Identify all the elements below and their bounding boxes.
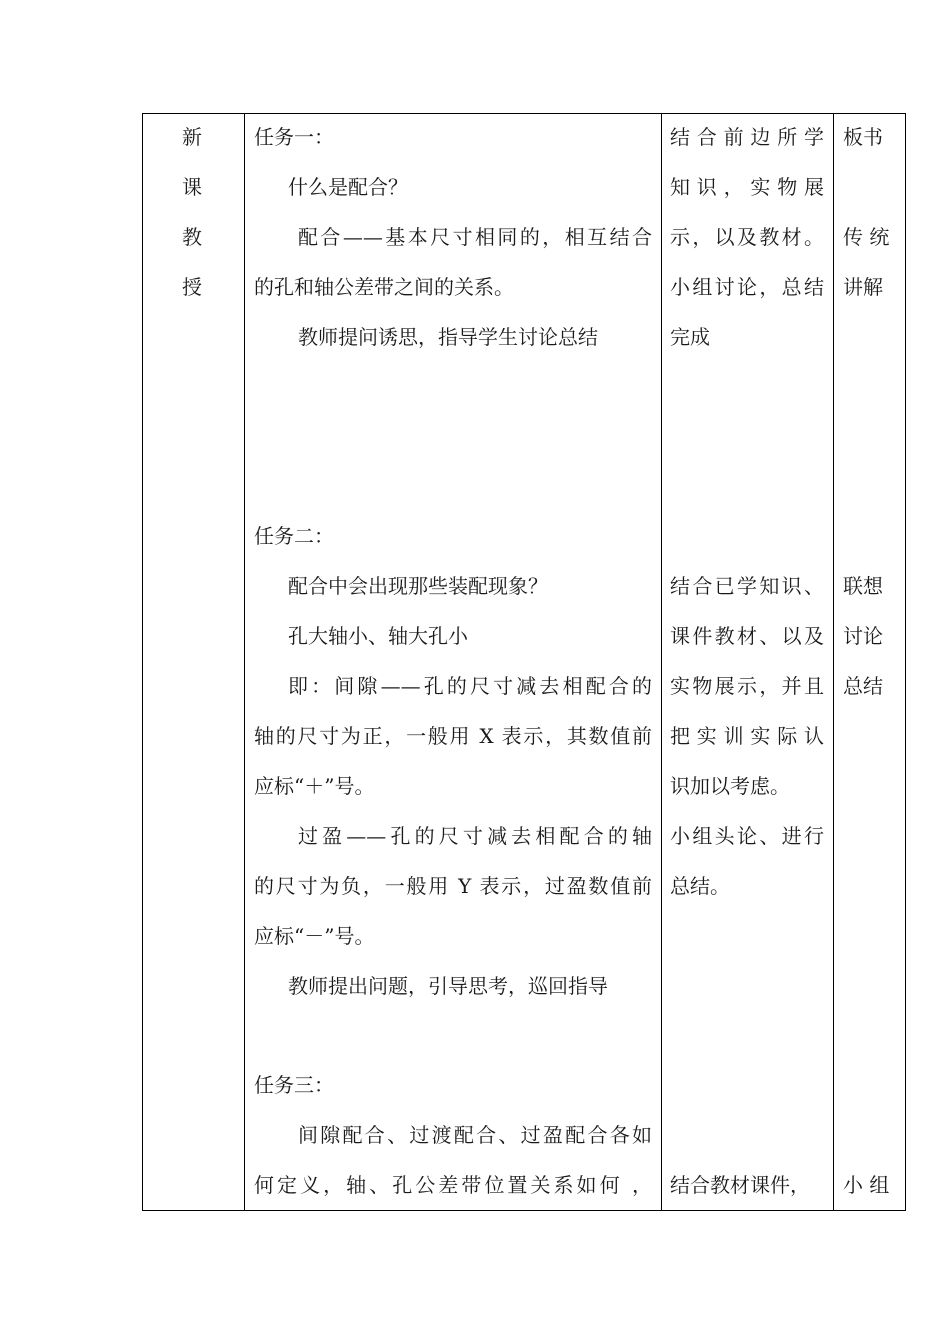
task2-clearance-line: 轴的尺寸为正，一般用 X 表示，其数值前 [254, 724, 652, 748]
method-line: 讲解 [843, 275, 883, 299]
task1-definition-line: 配合——基本尺寸相同的，相互结合 [298, 225, 652, 249]
method-line: 小 组 [843, 1173, 890, 1197]
task2-clearance-line: 即：间隙——孔的尺寸减去相配合的 [288, 674, 652, 698]
activity-line: 知识，实物展 [670, 175, 824, 199]
task2-interference-line: 过盈——孔的尺寸减去相配合的轴 [298, 824, 652, 848]
column-divider [833, 114, 834, 1210]
column-divider [661, 114, 662, 1210]
task1-heading: 任务一： [254, 125, 334, 149]
activity-line: 结合前边所学 [670, 125, 824, 149]
activity-line: 实物展示，并且 [670, 674, 824, 698]
task1-question: 什么是配合？ [288, 175, 408, 199]
task3-line: 何定义，轴、孔公差带位置关系如何 ， [254, 1173, 652, 1197]
task2-clearance-line: 应标“＋”号。 [254, 774, 375, 798]
activity-line: 小组头论、进行 [670, 824, 824, 848]
method-line: 板书 [843, 125, 883, 149]
column-divider [244, 114, 245, 1210]
section-label-char: 教 [182, 225, 202, 249]
activity-line: 把实训实际认 [670, 724, 824, 748]
activity-line: 完成 [670, 325, 710, 349]
method-line: 传 统 [843, 225, 890, 249]
task2-heading: 任务二： [254, 524, 334, 548]
task3-heading: 任务三： [254, 1073, 334, 1097]
activity-line: 结合教材课件， [670, 1173, 810, 1197]
activity-line: 识加以考虑。 [670, 774, 790, 798]
task2-question: 配合中会出现那些装配现象？ [288, 574, 548, 598]
task2-answer: 孔大轴小、轴大孔小 [288, 624, 468, 648]
task2-teacher-note: 教师提出问题，引导思考，巡回指导 [288, 974, 608, 998]
lesson-table [142, 113, 906, 1211]
method-line: 联想 [843, 574, 883, 598]
task2-interference-line: 的尺寸为负，一般用 Y 表示，过盈数值前 [254, 874, 652, 898]
section-label-char: 课 [182, 175, 202, 199]
task1-teacher-note: 教师提问诱思，指导学生讨论总结 [298, 325, 598, 349]
task1-definition-line: 的孔和轴公差带之间的关系。 [254, 275, 514, 299]
activity-line: 示，以及教材。 [670, 225, 824, 249]
section-label-char: 新 [182, 125, 202, 149]
method-line: 讨论 [843, 624, 883, 648]
section-label-char: 授 [182, 275, 202, 299]
task2-interference-line: 应标“－”号。 [254, 924, 375, 948]
activity-line: 结合已学知识、 [670, 574, 824, 598]
activity-line: 总结。 [670, 874, 730, 898]
task3-line: 间隙配合、过渡配合、过盈配合各如 [298, 1123, 652, 1147]
activity-line: 小组讨论，总结 [670, 275, 824, 299]
activity-line: 课件教材、以及 [670, 624, 824, 648]
method-line: 总结 [843, 674, 883, 698]
